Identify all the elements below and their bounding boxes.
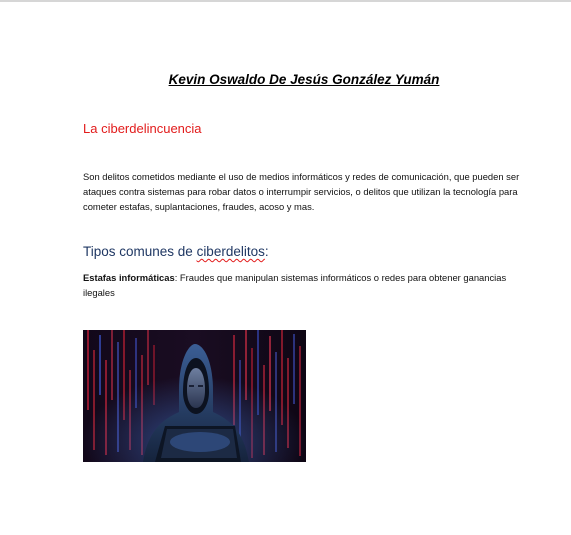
crime-type-item: [83, 270, 523, 300]
crime-type-term: Estafas informáticas: [83, 272, 175, 283]
heading-suffix: :: [264, 244, 269, 259]
crime-type-description: : Fraudes que manipulan sistemas informáticos o redes para obtener ganancias ilegales: [83, 272, 507, 298]
section-heading-ciberdelincuencia: La ciberdelincuencia: [83, 121, 202, 136]
spellcheck-flagged-word[interactable]: ciberdelitos: [196, 244, 265, 259]
document-title: Kevin Oswaldo De Jesús González Yumán: [168, 72, 440, 87]
hacker-photo[interactable]: [83, 330, 306, 462]
laptop: [155, 426, 241, 462]
hacker-illustration: [83, 330, 306, 462]
heading-prefix: Tipos comunes de: [83, 244, 197, 259]
definition-paragraph: Son delitos cometidos mediante el uso de medios informáticos y redes de comunicación, que pueden ser ataques contra sistemas para robar datos o interrumpir servicios, o delitos que utilizan la tecnología para cometer estafas, suplantaciones, fraudes, acoso y mas.: [83, 171, 520, 212]
section-heading-tipos: [83, 244, 269, 259]
